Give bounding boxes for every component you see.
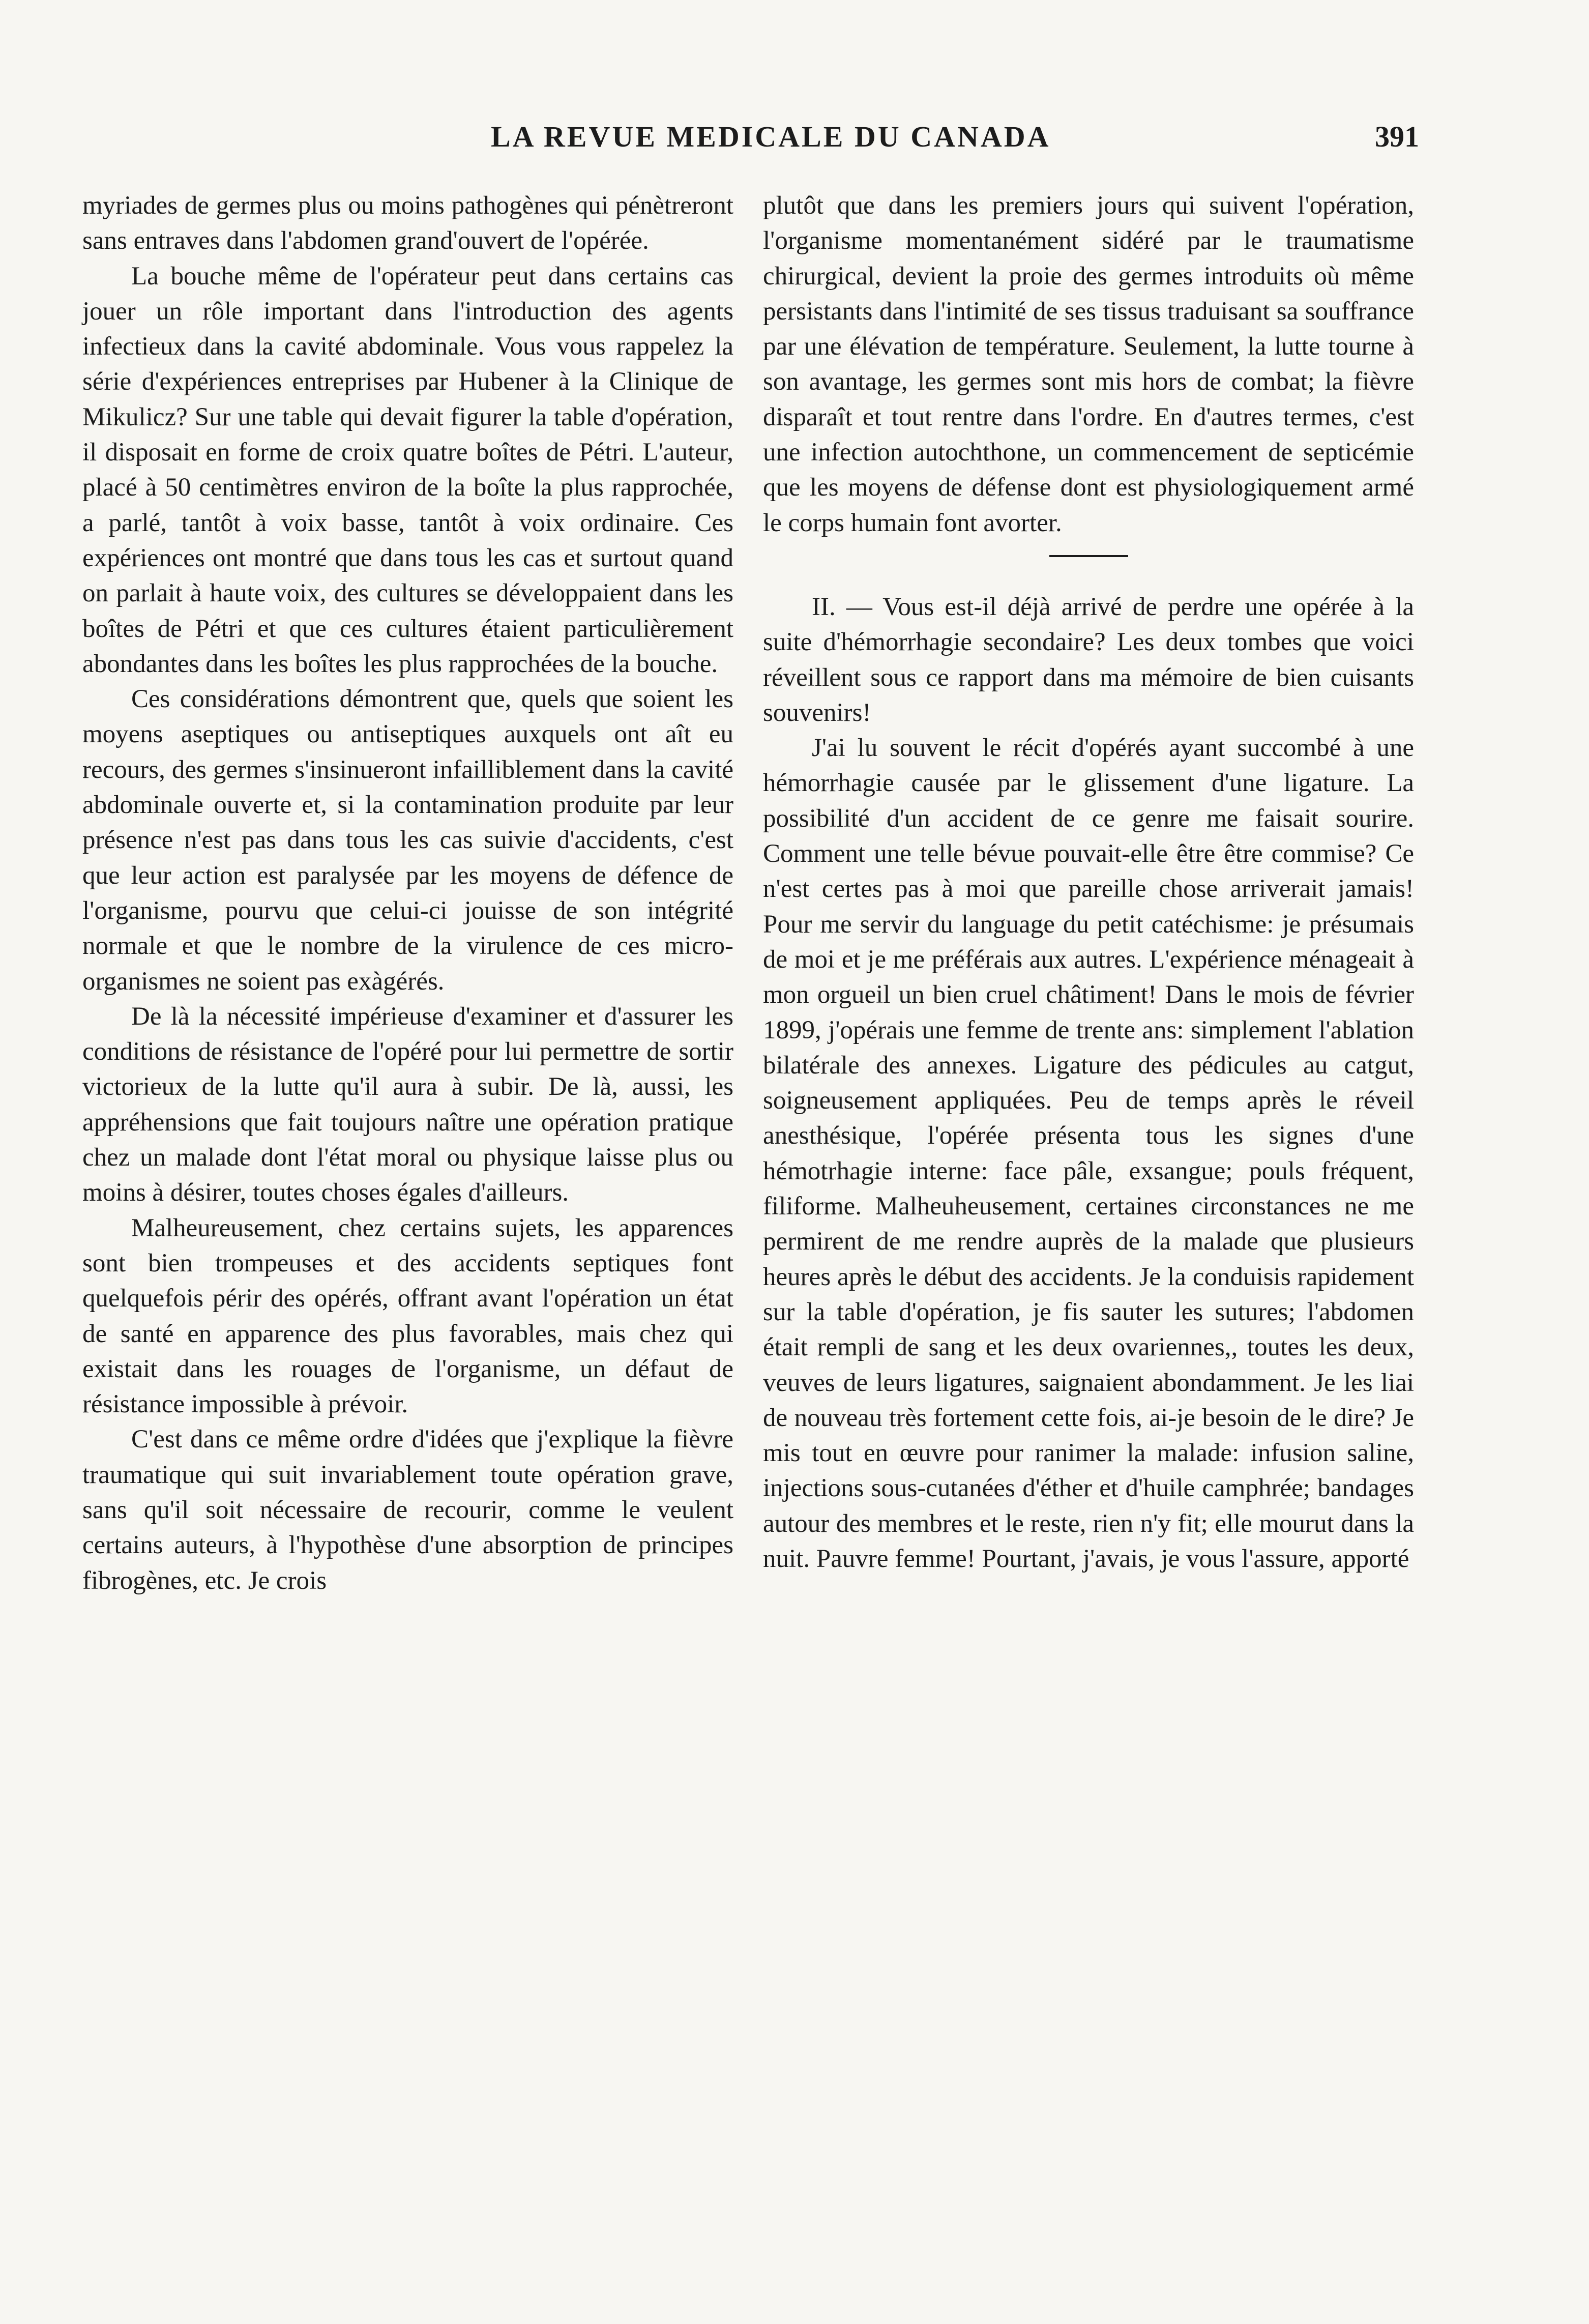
- left-paragraph-5: Malheureusement, chez certains sujets, les apparences sont bien trompeuses et des accidents septiques font quelquefois périr des opérés, offrant avant l'opération un état de santé en apparence des plus favorables, mais chez qui existait dans les rouages de l'organisme, un défaut de résistance impossible à prévoir.: [82, 1213, 733, 1419]
- left-paragraph-2: La bouche même de l'opérateur peut dans certains cas jouer un rôle important dans l'introduction des agents infectieux dans la cavité abdominale. Vous vous rappelez la série d'expériences entreprises par Hubener à la Clinique de Mikulicz? Sur une table qui devait figurer la table d'opération, il disposait en forme de croix quatre boîtes de Pétri. L'auteur, placé à 50 centimètres environ de la boîte la plus rapprochée, a parlé, tantôt à voix basse, tantôt à voix ordinaire. Ces expériences ont montré que dans tous les cas et surtout quand on parlait à haute voix, des cultures se développaient dans les boîtes de Pétri et que ces cultures étaient particulièrement abondantes dans les boîtes les plus rapprochées de la bouche.: [82, 262, 733, 678]
- left-column: [82, 188, 733, 1599]
- left-paragraph-1: myriades de germes plus ou moins pathogènes qui pénètreront sans entraves dans l'abdomen grand'ouvert de l'opérée.: [82, 191, 733, 255]
- right-paragraph-1: plutôt que dans les premiers jours qui suivent l'opération, l'organisme momentanément sidéré par le traumatisme chirurgical, devient la proie des germes introduits où même persistants dans l'intimité de ses tissus traduisant sa souffrance par une élévation de température. Seulement, la lutte tourne à son avantage, les germes sont mis hors de combat; la fièvre disparaît et tout rentre dans l'ordre. En d'autres termes, c'est une infection autochthone, un commencement de septicémie que les moyens de défense dont est physiologiquement armé le corps humain font avorter.: [763, 191, 1414, 537]
- section-ii-paragraph: II. — Vous est-il déjà arrivé de perdre une opérée à la suite d'hémorrhagie secondaire? Les deux tombes que voici réveillent sous ce rapport dans ma mémoire de bien cuisants souvenirs!: [763, 592, 1414, 727]
- running-title: LA REVUE MEDICALE DU CANADA: [491, 120, 1051, 153]
- right-paragraph-3: J'ai lu souvent le récit d'opérés ayant succombé à une hémorrhagie causée par le glissement d'une ligature. La possibilité d'un accident de ce genre me faisait sourire. Comment une telle bévue pouvait-elle être être commise? Ce n'est certes pas à moi que pareille chose arriverait jamais! Pour me servir du language du petit catéchisme: je présumais de moi et je me préférais aux autres. L'expérience ménageait à mon orgueil un bien cruel châtiment! Dans le mois de février 1899, j'opérais une femme de trente ans: simplement l'ablation bilatérale des annexes. Ligature des pédicules au catgut, soigneusement appliquées. Peu de temps après le réveil anesthésique, l'opérée présenta tous les signes d'une hémotrhagie interne: face pâle, exsangue; pouls fréquent, filiforme. Malheuheusement, certaines circonstances ne me permirent de me rendre auprès de la malade que plusieurs heures après le début des accidents. Je la conduisis rapidement sur la table d'opération, je fis sauter les sutures; l'abdomen était rempli de sang et les deux ovariennes,, toutes les deux, veuves de leurs ligatures, saignaient abondamment. Je les liai de nouveau très fortement cette fois, ai-je besoin de le dire? Je mis tout en œuvre pour ranimer la malade: infusion saline, injections sous-cutanées d'éther et d'huile camphrée; bandages autour des membres et le reste, rien n'y fit; elle mourut dans la nuit. Pauvre femme! Pourtant, j'avais, je vous l'assure, apporté: [763, 734, 1414, 1573]
- left-paragraph-6: C'est dans ce même ordre d'idées que j'explique la fièvre traumatique qui suit invariablement toute opération grave, sans qu'il soit nécessaire de recourir, comme le veulent certains auteurs, à l'hypothèse d'une absorption de principes fibrogènes, etc. Je crois: [82, 1425, 733, 1595]
- left-paragraph-3: Ces considérations démontrent que, quels que soient les moyens aseptiques ou antiseptiques auxquels ont aît eu recours, des germes s'insinueront infailliblement dans la cavité abdominale ouverte et, si la contamination produite par leur présence n'est pas dans tous les cas suivie d'accidents, c'est que leur action est paralysée par les moyens de défence de l'organisme, pourvu que celui-ci jouisse de son intégrité normale et que le nombre de la virulence de ces micro-organismes ne soient pas exàgérés.: [82, 685, 733, 996]
- page-number: 391: [1375, 120, 1419, 153]
- section-divider: [1049, 555, 1128, 557]
- left-paragraph-4: De là la nécessité impérieuse d'examiner et d'assurer les conditions de résistance de l'opéré pour lui permettre de sortir victorieux de la lutte qu'il aura à subir. De là, aussi, les appréhensions que fait toujours naître une opération pratique chez un malade dont l'état moral ou physique laisse plus ou moins à désirer, toutes choses égales d'ailleurs.: [82, 1002, 733, 1207]
- right-column: [763, 188, 1414, 1577]
- page-header: [81, 120, 1419, 165]
